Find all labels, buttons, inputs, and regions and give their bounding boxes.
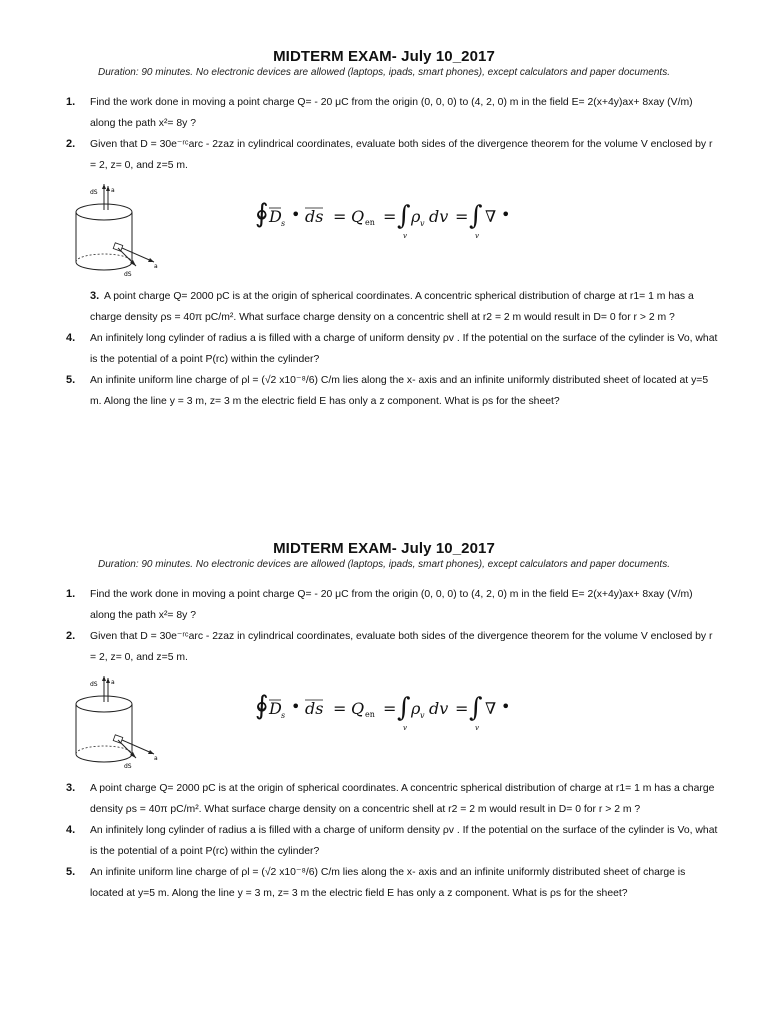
svg-text:=: = bbox=[333, 207, 347, 226]
question-list bbox=[0, 584, 768, 668]
svg-text:ds: ds bbox=[305, 699, 324, 718]
svg-text:∇: ∇ bbox=[485, 699, 497, 718]
svg-text:∫: ∫ bbox=[397, 201, 411, 231]
question-number: 1. bbox=[66, 96, 76, 108]
question-number: 2. bbox=[66, 630, 76, 642]
a-label-top: a bbox=[111, 679, 115, 686]
question-text: A point charge Q= 2000 pC is at the origin of spherical coordinates. A concentric spherical distribution of charge at r1= 1 m has a charge density ρs = 40π pC/m². What surface charge density on a concentric shell at r2 = 2 m would result in D= 0 for r > 2 m ? bbox=[90, 783, 715, 815]
question-list bbox=[0, 92, 768, 176]
svg-text:∮: ∮ bbox=[255, 199, 269, 229]
question-text: An infinite uniform line charge of ρl = (√2 x10⁻⁸/6) C/m lies along the x- axis and an infinite uniformly distributed sheet of charge is located at y=5 m. Along the line y = 3 m, z= 3 m the electric field E has only a z component. What is ρs for the sheet? bbox=[90, 867, 686, 899]
ds-label-top: dS bbox=[90, 189, 98, 196]
ds-label-bottom: dS bbox=[124, 763, 132, 770]
question-text: Find the work done in moving a point charge Q= - 20 μC from the origin (0, 0, 0) to (4, 2, 0) m in the field E= 2(x+4y)ax+ 8xay (V/m) along the path x²= 8y ? bbox=[90, 589, 693, 621]
svg-text:=: = bbox=[383, 699, 397, 718]
question-5 bbox=[0, 370, 768, 412]
svg-text:•: • bbox=[501, 697, 511, 716]
svg-text:ρ: ρ bbox=[411, 207, 421, 226]
question-number: 3. bbox=[66, 782, 76, 794]
question-number: 3. bbox=[90, 290, 100, 302]
cylinder-figure bbox=[64, 182, 164, 282]
cylinder-figure bbox=[64, 674, 164, 774]
question-text: Given that D = 30e⁻ʳᶜarc - 2zaz in cylindrical coordinates, evaluate both sides of the divergence theorem for the volume V enclosed by r = 2, z= 0, and z=5 m. bbox=[90, 631, 713, 663]
svg-text:dv: dv bbox=[429, 699, 449, 718]
question-3 bbox=[0, 286, 768, 328]
question-text: Find the work done in moving a point charge Q= - 20 μC from the origin (0, 0, 0) to (4, 2, 0) m in the field E= 2(x+4y)ax+ 8xay (V/m) along the path x²= 8y ? bbox=[90, 97, 693, 129]
figure-row bbox=[0, 176, 768, 286]
question-text: An infinite uniform line charge of ρl = (√2 x10⁻⁸/6) C/m lies along the x- axis and an infinite uniformly distributed sheet of located at y=5 m. Along the line y = 3 m, z= 3 m the electric field E has only a z component. What is ρs for the sheet? bbox=[90, 375, 709, 407]
question-2 bbox=[0, 134, 768, 176]
svg-text:dv: dv bbox=[429, 207, 449, 226]
svg-text:ds: ds bbox=[305, 207, 324, 226]
svg-text:•: • bbox=[291, 205, 301, 224]
divergence-theorem-formula bbox=[255, 194, 515, 244]
question-4 bbox=[0, 328, 768, 370]
svg-text:∫: ∫ bbox=[397, 693, 411, 723]
question-text: An infinitely long cylinder of radius a is filled with a charge of uniform density ρv . If the potential on the surface of the cylinder is Vo, what is the potential of a point P(rc) within the cylinder? bbox=[90, 333, 718, 365]
question-text: An infinitely long cylinder of radius a is filled with a charge of uniform density ρv . If the potential on the surface of the cylinder is Vo, what is the potential of a point P(rc) within the cylinder? bbox=[90, 825, 718, 857]
ds-label-top: dS bbox=[90, 681, 98, 688]
svg-text:s: s bbox=[281, 219, 286, 228]
svg-text:Q: Q bbox=[351, 699, 365, 718]
question-text: A point charge Q= 2000 pC is at the origin of spherical coordinates. A concentric spherical distribution of charge at r1= 1 m has a charge density ρs = 40π pC/m². What surface charge density on a concentric shell at r2 = 2 m would result in D= 0 for r > 2 m ? bbox=[90, 291, 694, 323]
svg-text:=: = bbox=[333, 699, 347, 718]
question-5 bbox=[0, 862, 768, 904]
svg-text:v: v bbox=[475, 232, 479, 240]
svg-text:v: v bbox=[475, 724, 479, 732]
svg-text:v: v bbox=[420, 711, 425, 720]
svg-text:∫: ∫ bbox=[469, 201, 483, 231]
question-number: 1. bbox=[66, 588, 76, 600]
question-1 bbox=[0, 584, 768, 626]
svg-text:s: s bbox=[281, 711, 286, 720]
svg-text:en: en bbox=[365, 710, 375, 719]
divergence-theorem-formula bbox=[255, 686, 515, 736]
question-number: 5. bbox=[66, 374, 76, 386]
a-label-bottom: a bbox=[154, 263, 158, 270]
exam-title: MIDTERM EXAM- July 10_2017 bbox=[273, 48, 495, 65]
svg-text:=: = bbox=[383, 207, 397, 226]
duration-note: Duration: 90 minutes. No electronic devices are allowed (laptops, ipads, smart phones), except calculators and paper documents. bbox=[98, 67, 670, 78]
svg-text:en: en bbox=[365, 218, 375, 227]
svg-text:D: D bbox=[269, 207, 282, 226]
a-label-top: a bbox=[111, 187, 115, 194]
svg-text:v: v bbox=[420, 219, 425, 228]
exam-copy-1 bbox=[0, 48, 768, 412]
svg-text:•: • bbox=[501, 205, 511, 224]
svg-text:=: = bbox=[455, 699, 469, 718]
question-2 bbox=[0, 626, 768, 668]
a-label-bottom: a bbox=[154, 755, 158, 762]
ds-label-bottom: dS bbox=[124, 271, 132, 278]
duration-note: Duration: 90 minutes. No electronic devices are allowed (laptops, ipads, smart phones), except calculators and paper documents. bbox=[98, 559, 670, 570]
question-number: 4. bbox=[66, 332, 76, 344]
exam-title: MIDTERM EXAM- July 10_2017 bbox=[273, 540, 495, 557]
question-number: 4. bbox=[66, 824, 76, 836]
svg-text:•: • bbox=[291, 697, 301, 716]
question-text: Given that D = 30e⁻ʳᶜarc - 2zaz in cylindrical coordinates, evaluate both sides of the divergence theorem for the volume V enclosed by r = 2, z= 0, and z=5 m. bbox=[90, 139, 713, 171]
question-1 bbox=[0, 92, 768, 134]
question-number: 2. bbox=[66, 138, 76, 150]
exam-copy-2 bbox=[0, 540, 768, 904]
svg-text:∮: ∮ bbox=[255, 691, 269, 721]
figure-row bbox=[0, 668, 768, 778]
question-number: 5. bbox=[66, 866, 76, 878]
svg-text:v: v bbox=[403, 724, 407, 732]
svg-text:ρ: ρ bbox=[411, 699, 421, 718]
svg-text:∫: ∫ bbox=[469, 693, 483, 723]
svg-text:v: v bbox=[403, 232, 407, 240]
question-3 bbox=[0, 778, 768, 820]
question-list-continued bbox=[0, 286, 768, 412]
question-list-continued bbox=[0, 778, 768, 904]
svg-text:D: D bbox=[269, 699, 282, 718]
svg-text:Q: Q bbox=[351, 207, 365, 226]
svg-text:∇: ∇ bbox=[485, 207, 497, 226]
question-4 bbox=[0, 820, 768, 862]
svg-text:=: = bbox=[455, 207, 469, 226]
